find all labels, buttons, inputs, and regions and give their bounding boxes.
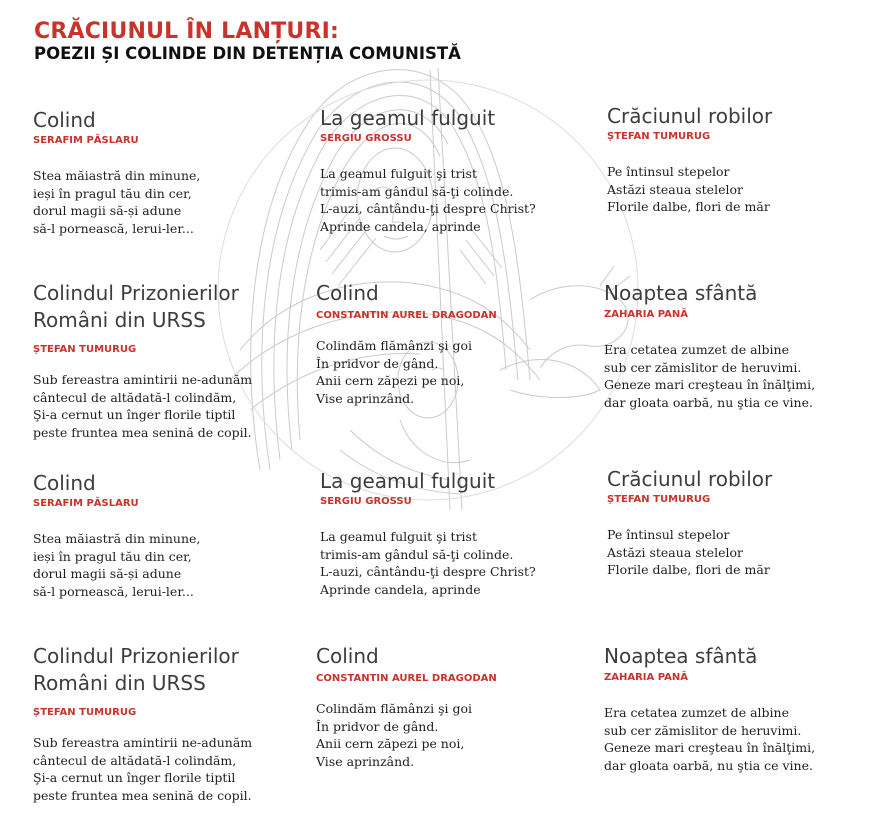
poem-verses xyxy=(316,337,497,407)
verse-line: La geamul fulguit şi trist xyxy=(320,529,477,544)
verse-line: Florile dalbe, flori de măr xyxy=(607,562,770,577)
verse-line: Stea măiastră din minune, xyxy=(33,531,201,546)
poem-author: ȘTEFAN TUMURUG xyxy=(33,344,137,355)
poem-card xyxy=(33,281,252,441)
poem-card xyxy=(33,108,200,237)
verse-line: dar gloata oarbă, nu ştia ce vine. xyxy=(604,757,813,773)
verse-line: Şi-a cernut un înger florile tiptil xyxy=(33,770,236,785)
poem-card xyxy=(607,104,772,216)
verse-line: La geamul fulguit şi trist xyxy=(320,166,477,181)
poem-verses xyxy=(33,530,200,600)
verse-line: Anii cern zăpezi pe noi, xyxy=(316,736,465,751)
verse-line: peste fruntea mea senină de copil. xyxy=(33,787,252,803)
verse-line: L-auzi, cântându-ţi despre Christ? xyxy=(320,564,536,579)
verse-line: Stea măiastră din minune, xyxy=(33,168,201,183)
poem-title: Crăciunul robilor xyxy=(607,104,773,128)
verse-line: Aprinde candela, aprinde xyxy=(320,581,481,597)
verse-line: peste fruntea mea senină de copil. xyxy=(33,424,252,440)
poem-title: Colind xyxy=(316,644,379,668)
verse-line: trimis-am gândul să-ţi colinde. xyxy=(320,183,514,199)
poem-title-line: Români din URSS xyxy=(33,671,206,695)
verse-line: sub cer zămislitor de heruvimi. xyxy=(604,722,802,738)
verse-line: Şi-a cernut un înger florile tiptil xyxy=(33,407,236,422)
verse-line: În pridvor de gând. xyxy=(316,355,439,371)
poem-card xyxy=(33,471,200,600)
verse-line: Astăzi steaua stelelor xyxy=(607,544,743,560)
poem-card xyxy=(33,644,252,804)
verse-line: dorul magii să-și adune xyxy=(33,566,182,581)
verse-line: dar gloata oarbă, nu ştia ce vine. xyxy=(604,394,813,410)
verse-line: Pe întinsul stepelor xyxy=(607,527,730,542)
poem-author: SERGIU GROSSU xyxy=(320,133,412,144)
poem-card xyxy=(320,106,536,235)
poem-card xyxy=(604,644,815,774)
verse-line: Florile dalbe, flori de măr xyxy=(607,199,770,214)
poem-author: CONSTANTIN AUREL DRAGODAN xyxy=(316,673,497,684)
verse-line: Sub fereastra amintirii ne-adunăm xyxy=(33,735,253,750)
verse-line: Era cetatea zumzet de albine xyxy=(604,705,789,720)
poem-author: ZAHARIA PANĂ xyxy=(604,309,688,320)
page-subtitle: POEZII ȘI COLINDE DIN DETENȚIA COMUNISTĂ xyxy=(34,44,461,63)
poem-author: ȘTEFAN TUMURUG xyxy=(607,131,711,142)
verse-line: Era cetatea zumzet de albine xyxy=(604,342,789,357)
poem-author: SERAFIM PĂSLARU xyxy=(33,135,139,146)
poem-card xyxy=(604,281,815,411)
poem-title: La geamul fulguit xyxy=(320,469,496,493)
poem-title: Colind xyxy=(33,471,96,495)
poem-title: Colind xyxy=(316,281,379,305)
poem-author: ȘTEFAN TUMURUG xyxy=(607,494,711,505)
poem-verses xyxy=(33,734,252,804)
verse-line: L-auzi, cântându-ţi despre Christ? xyxy=(320,201,536,216)
verse-line: În pridvor de gând. xyxy=(316,718,439,734)
verse-line: Geneze mari creşteau în înălţimi, xyxy=(604,377,816,392)
verse-line: să-l pornească, lerui-ler... xyxy=(33,583,194,599)
poem-author: ȘTEFAN TUMURUG xyxy=(33,707,137,718)
poem-verses xyxy=(320,528,536,598)
poem-title: La geamul fulguit xyxy=(320,106,496,130)
poem-card xyxy=(316,644,497,770)
poem-verses xyxy=(607,163,772,216)
poem-title: Colind xyxy=(33,108,96,132)
verse-line: Colindăm flămânzi şi goi xyxy=(316,338,473,353)
verse-line: Pe întinsul stepelor xyxy=(607,164,730,179)
poem-author: ZAHARIA PANĂ xyxy=(604,672,688,683)
poem-author: SERAFIM PĂSLARU xyxy=(33,498,139,509)
verse-line: Vise aprinzând. xyxy=(316,390,415,406)
verse-line: Astăzi steaua stelelor xyxy=(607,181,743,197)
verse-line: cântecul de altădată-l colindăm, xyxy=(33,389,237,405)
verse-line: ieși în pragul tău din cer, xyxy=(33,185,192,201)
verse-line: trimis-am gândul să-ţi colinde. xyxy=(320,546,514,562)
page-header xyxy=(34,20,461,64)
verse-line: dorul magii să-și adune xyxy=(33,203,182,218)
poem-title-line: Români din URSS xyxy=(33,308,206,332)
poem-card xyxy=(607,467,772,579)
poem-verses xyxy=(604,704,815,774)
poem-card xyxy=(316,281,497,407)
verse-line: Aprinde candela, aprinde xyxy=(320,218,481,234)
poem-title-line: Colindul Prizonierilor xyxy=(33,644,239,668)
verse-line: Colindăm flămânzi şi goi xyxy=(316,701,473,716)
poem-verses xyxy=(33,371,252,441)
verse-line: să-l pornească, lerui-ler... xyxy=(33,220,194,236)
verse-line: Vise aprinzând. xyxy=(316,753,415,769)
poem-verses xyxy=(604,341,815,411)
poem-title-line: Colindul Prizonierilor xyxy=(33,281,239,305)
verse-line: cântecul de altădată-l colindăm, xyxy=(33,752,237,768)
poem-verses xyxy=(320,165,536,235)
poem-title: Noaptea sfântă xyxy=(604,281,758,305)
poem-card xyxy=(320,469,536,598)
verse-line: Anii cern zăpezi pe noi, xyxy=(316,373,465,388)
poem-title: Crăciunul robilor xyxy=(607,467,773,491)
page-title: CRĂCIUNUL ÎN LANȚURI: xyxy=(34,19,339,44)
verse-line: Sub fereastra amintirii ne-adunăm xyxy=(33,372,253,387)
verse-line: sub cer zămislitor de heruvimi. xyxy=(604,359,802,375)
verse-line: ieși în pragul tău din cer, xyxy=(33,548,192,564)
poem-verses xyxy=(33,167,200,237)
verse-line: Geneze mari creşteau în înălţimi, xyxy=(604,740,816,755)
poem-author: CONSTANTIN AUREL DRAGODAN xyxy=(316,310,497,321)
poem-verses xyxy=(316,700,497,770)
poem-title: Noaptea sfântă xyxy=(604,644,758,668)
poem-verses xyxy=(607,526,772,579)
poem-author: SERGIU GROSSU xyxy=(320,496,412,507)
